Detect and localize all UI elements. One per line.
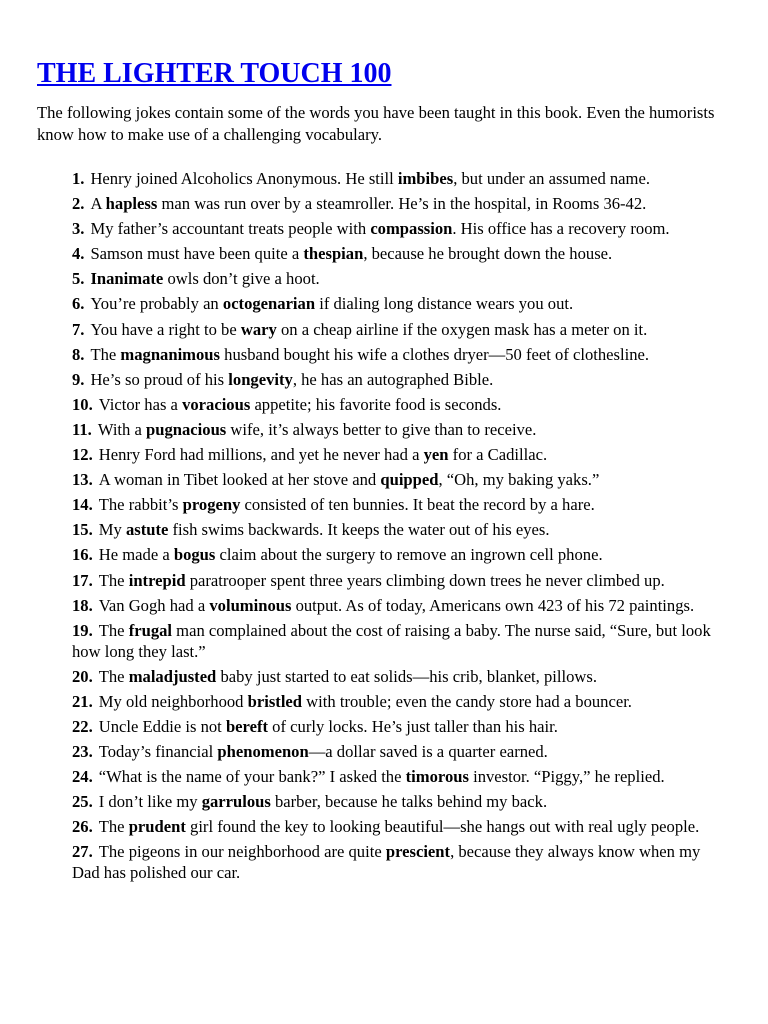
joke-item	[72, 595, 722, 616]
joke-number: 7.	[72, 319, 85, 339]
vocab-word: prudent	[128, 817, 186, 837]
joke-text-before: He made a	[98, 545, 174, 565]
joke-item	[72, 243, 722, 264]
joke-item	[72, 741, 722, 762]
joke-text-before: Uncle Eddie is not	[98, 716, 226, 736]
joke-text-before: A	[90, 194, 106, 214]
joke-text-before: He’s so proud of his	[90, 369, 229, 389]
joke-text-before: You have a right to be	[90, 319, 241, 339]
joke-text-before: The	[98, 817, 129, 837]
joke-text-after: man was run over by a steamroller. He’s in the hospital, in Rooms 36-42.	[157, 194, 647, 214]
joke-number: 1.	[72, 169, 85, 188]
joke-item	[72, 444, 722, 465]
joke-item	[72, 620, 722, 662]
vocab-word: voluminous	[209, 595, 292, 615]
joke-text-after: claim about the surgery to remove an ingrown cell phone.	[215, 545, 603, 565]
joke-item	[72, 791, 722, 812]
joke-number: 15.	[72, 520, 93, 540]
joke-text-before: Samson must have been quite a	[90, 244, 304, 264]
joke-text-before: Henry joined Alcoholics Anonymous. He still	[90, 169, 398, 188]
joke-item	[72, 419, 722, 440]
joke-text-before: Van Gogh had a	[98, 595, 210, 615]
vocab-word: voracious	[182, 394, 251, 414]
vocab-word: thespian	[303, 244, 364, 264]
joke-text-before: The pigeons in our neighborhood are quite	[98, 842, 386, 862]
joke-text-after: with trouble; even the candy store had a bouncer.	[302, 691, 632, 711]
joke-number: 25.	[72, 792, 93, 812]
joke-item	[72, 691, 722, 712]
joke-text-after: if dialing long distance wears you out.	[315, 294, 574, 314]
joke-number: 26.	[72, 817, 93, 837]
joke-item	[72, 666, 722, 687]
joke-number: 12.	[72, 445, 93, 465]
joke-number: 19.	[72, 620, 93, 640]
joke-text-after: wife, it’s always better to give than to receive.	[226, 419, 537, 439]
vocab-word: octogenarian	[222, 294, 316, 314]
joke-text-after: investor. “Piggy,” he replied.	[468, 767, 665, 787]
vocab-word: longevity	[228, 369, 293, 389]
joke-text-before: My father’s accountant treats people with	[90, 219, 371, 239]
joke-item	[72, 344, 722, 365]
joke-item	[72, 816, 722, 837]
joke-number: 9.	[72, 369, 85, 389]
joke-item	[72, 293, 722, 314]
vocab-word: progeny	[182, 495, 241, 515]
joke-number: 23.	[72, 742, 93, 762]
joke-text-after: girl found the key to looking beautiful—she hangs out with real ugly people.	[185, 817, 700, 837]
joke-text-before: My	[98, 520, 126, 540]
joke-text-after: output. As of today, Americans own 423 of his 72 paintings.	[291, 595, 695, 615]
vocab-word: bogus	[173, 545, 216, 565]
joke-list	[72, 168, 722, 888]
joke-text-after: . His office has a recovery room.	[452, 219, 670, 239]
joke-number: 16.	[72, 545, 93, 565]
joke-text-after: baby just started to eat solids—his crib, blanket, pillows.	[216, 666, 597, 686]
joke-number: 20.	[72, 666, 93, 686]
joke-text-before: The	[98, 570, 129, 590]
vocab-word: wary	[240, 319, 277, 339]
joke-item	[72, 494, 722, 515]
vocab-word: garrulous	[201, 792, 271, 812]
joke-number: 6.	[72, 294, 85, 314]
joke-text-before: The rabbit’s	[98, 495, 183, 515]
joke-text-before: The	[98, 666, 129, 686]
page-title[interactable]: THE LIGHTER TOUCH 100	[37, 58, 392, 89]
vocab-word: yen	[423, 445, 449, 465]
vocab-word: bristled	[247, 691, 303, 711]
joke-text-before: The	[90, 344, 121, 364]
joke-item	[72, 319, 722, 340]
joke-text-after: for a Cadillac.	[448, 445, 548, 465]
joke-item	[72, 394, 722, 415]
joke-text-after: owls don’t give a hoot.	[163, 269, 320, 289]
joke-number: 2.	[72, 194, 85, 214]
joke-number: 24.	[72, 767, 93, 787]
joke-item	[72, 766, 722, 787]
joke-text-after: husband bought his wife a clothes dryer—50 feet of clothesline.	[220, 344, 650, 364]
joke-text-after: , he has an autographed Bible.	[292, 369, 494, 389]
joke-number: 18.	[72, 595, 93, 615]
vocab-word: astute	[125, 520, 169, 540]
joke-item	[72, 469, 722, 490]
joke-text-before: Henry Ford had millions, and yet he never had a	[98, 445, 424, 465]
joke-item	[72, 570, 722, 591]
joke-number: 14.	[72, 495, 93, 515]
joke-item	[72, 268, 722, 289]
joke-text-after: —a dollar saved is a quarter earned.	[308, 742, 548, 762]
joke-number: 22.	[72, 716, 93, 736]
joke-number: 11.	[72, 419, 92, 439]
joke-text-before: The	[98, 620, 129, 640]
joke-number: 21.	[72, 691, 93, 711]
joke-text-after: paratrooper spent three years climbing down trees he never climbed up.	[185, 570, 665, 590]
joke-number: 4.	[72, 244, 85, 264]
joke-text-after: , because he brought down the house.	[363, 244, 613, 264]
joke-text-before: “What is the name of your bank?” I asked the	[98, 767, 406, 787]
intro-paragraph: The following jokes contain some of the words you have been taught in this book. Even the humorists know how to make use of a challenging vocabulary.	[37, 103, 715, 144]
vocab-word: phenomenon	[217, 742, 309, 762]
joke-text-after: barber, because he talks behind my back.	[270, 792, 548, 812]
joke-item	[72, 716, 722, 737]
vocab-word: imbibes	[397, 169, 454, 188]
vocab-word: compassion	[370, 219, 453, 239]
vocab-word: magnanimous	[120, 344, 220, 364]
joke-number: 17.	[72, 570, 93, 590]
joke-text-after: man complained about the cost of raising a baby. The nurse said, “Sure, but look how long they last.”	[72, 620, 711, 661]
vocab-word: bereft	[225, 716, 269, 736]
vocab-word: intrepid	[128, 570, 186, 590]
joke-text-before: Victor has a	[98, 394, 183, 414]
joke-text-before: With a	[97, 419, 147, 439]
joke-number: 27.	[72, 842, 93, 862]
vocab-word: quipped	[380, 470, 439, 490]
vocab-word: maladjusted	[128, 666, 217, 686]
vocab-word: prescient	[385, 842, 451, 862]
vocab-word: hapless	[105, 194, 158, 214]
joke-item	[72, 841, 722, 883]
vocab-word: frugal	[128, 620, 173, 640]
joke-text-before: A woman in Tibet looked at her stove and	[98, 470, 381, 490]
joke-item	[72, 168, 722, 189]
vocab-word: timorous	[405, 767, 469, 787]
joke-text-before: You’re probably an	[90, 294, 223, 314]
joke-text-after: , “Oh, my baking yaks.”	[438, 470, 600, 490]
joke-text-after: on a cheap airline if the oxygen mask has a meter on it.	[276, 319, 648, 339]
joke-text-after: , because they always know when my Dad has polished our car.	[72, 842, 701, 883]
joke-number: 5.	[72, 269, 85, 289]
joke-text-before: I don’t like my	[98, 792, 202, 812]
joke-text-after: consisted of ten bunnies. It beat the record by a hare.	[240, 495, 595, 515]
joke-text-after: appetite; his favorite food is seconds.	[250, 394, 502, 414]
vocab-word: pugnacious	[146, 419, 227, 439]
joke-text-before: Today’s financial	[98, 742, 218, 762]
vocab-word: Inanimate	[90, 269, 164, 289]
joke-number: 10.	[72, 394, 93, 414]
joke-text-after: fish swims backwards. It keeps the water out of his eyes.	[168, 520, 550, 540]
joke-item	[72, 193, 722, 214]
joke-text-before: My old neighborhood	[98, 691, 248, 711]
joke-text-after: of curly locks. He’s just taller than his hair.	[268, 716, 558, 736]
joke-number: 13.	[72, 470, 93, 490]
joke-text-after: , but under an assumed name.	[453, 169, 650, 188]
joke-number: 8.	[72, 344, 85, 364]
joke-item	[72, 544, 722, 565]
joke-number: 3.	[72, 219, 85, 239]
joke-item	[72, 369, 722, 390]
joke-item	[72, 218, 722, 239]
joke-item	[72, 519, 722, 540]
